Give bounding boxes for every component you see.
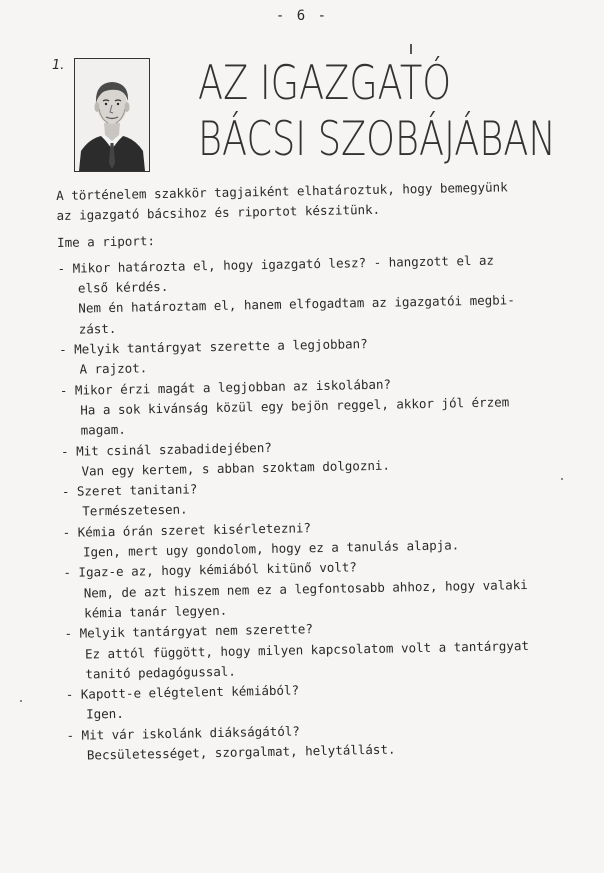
- answer-line: Becsületességet, szorgalmat, helytállást.: [86, 741, 396, 763]
- answer-line: Van egy kertem, s abban szoktam dolgozni.: [81, 457, 391, 479]
- answer-line: Természetesen.: [82, 501, 188, 520]
- answer-line: tanitó pedagógussal.: [85, 663, 237, 682]
- answer-line: Igen.: [86, 706, 124, 722]
- item-number: 1.: [52, 58, 65, 73]
- portrait-photo: [74, 58, 150, 172]
- question-line: - Melyik tantárgyat nem szerette?: [64, 621, 314, 642]
- question-line: - Szeret tanitani?: [61, 481, 198, 500]
- answer-line: Nem, de azt hiszem nem ez a legfontosabb ahhoz, hogy valaki: [83, 576, 528, 601]
- answer-line: Nem én határoztam el, hanem elfogadtam az igazgatói megbi-: [78, 292, 515, 317]
- answer-line: A rajzot.: [79, 360, 148, 377]
- intro-line: A történelem szakkör tagjaiként elhatároztuk, hogy bemegyünk: [56, 179, 508, 203]
- answer-line: Ha a sok kivánság közül egy bejön reggel, akkor jól érzem: [80, 394, 510, 418]
- answer-line: magam.: [80, 421, 126, 438]
- question-line: - Kémia órán szeret kisérletezni?: [62, 519, 312, 540]
- answer-line: Igen, mert ugy gondolom, hogy ez a tanulás alapja.: [82, 537, 460, 560]
- answer-line: első kérdés.: [77, 279, 169, 296]
- question-line: - Melyik tantárgyat szerette a legjobban?: [58, 336, 368, 358]
- question-line: - Mit vár iskolánk diákságától?: [66, 723, 300, 743]
- question-line: - Igaz-e az, hogy kémiából kitünő volt?: [63, 559, 358, 581]
- answer-line: kémia tanár legyen.: [84, 602, 228, 621]
- page-number: - 6 -: [275, 8, 329, 24]
- answer-line: Ez attól függött, hogy milyen kapcsolatom volt a tantárgyat: [84, 637, 530, 662]
- article-body: [56, 176, 577, 766]
- interview-list: [57, 249, 577, 766]
- answer-line: zást.: [78, 320, 117, 337]
- margin-mark: [561, 478, 563, 480]
- ime-line: Ime a riport:: [56, 232, 156, 250]
- title-line-1: AZ IGAZGATÓ: [198, 56, 452, 111]
- question-line: - Mit csinál szabadidejében?: [60, 439, 272, 459]
- intro-line: az igazgató bácsihoz és riportot készitünk.: [56, 202, 381, 224]
- title-line-2: BÁCSI SZOBÁJÁBAN: [198, 112, 556, 167]
- pen-mark: [410, 44, 412, 54]
- article-title: [198, 56, 556, 168]
- question-line: - Kapott-e elégtelent kémiából?: [65, 682, 300, 703]
- question-line: - Mikor határozta el, hogy igazgató lesz? - hangzott el az: [57, 252, 495, 276]
- margin-mark: [20, 700, 22, 702]
- question-line: - Mikor érzi magát a legjobban az iskolában?: [59, 376, 392, 398]
